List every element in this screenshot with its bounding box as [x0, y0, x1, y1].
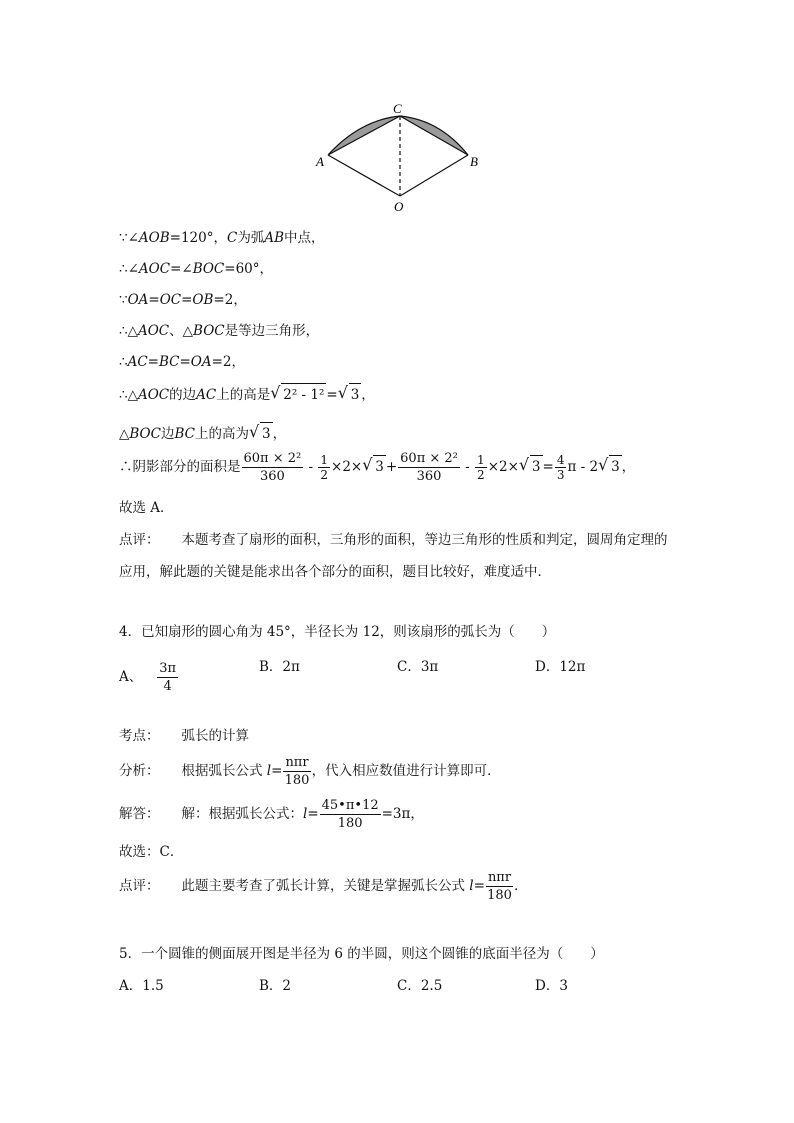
sqrt: √ 3	[598, 455, 620, 475]
q4-jieda: 解答： 解：根据弧长公式：l= $\frac{45•\pi•12}{180}$ =3π，	[119, 798, 424, 831]
sqrt-result: √ 3	[248, 422, 271, 442]
option-d: D．3	[535, 978, 568, 994]
option-b: B．2π	[259, 659, 300, 675]
fraction: $\frac{1}{2}$	[320, 453, 329, 482]
comment-3-line-2: 应用，解此题的关键是能求出各个部分的面积，题目比较好，难度适中．	[119, 564, 551, 580]
chord-ac	[328, 116, 400, 155]
radius-oa	[328, 155, 400, 196]
sqrt: √ 3	[362, 455, 384, 475]
option-a: A、 $\frac{3\pi}{4}$	[119, 661, 177, 694]
label-a: A	[316, 154, 324, 169]
sqrt-result: √ 3	[337, 383, 360, 403]
q4-pingping: 点评： 此题主要考查了弧长计算，关键是掌握弧长公式 l= $\frac{\text{nπr}}{180}$ ．	[119, 870, 528, 903]
solution-line-3: ∵OA=OC=OB=2，	[119, 292, 247, 308]
option-a: A．1.5	[119, 978, 164, 994]
radius-ob	[400, 155, 468, 196]
fraction: $\frac{\text{nπr}}{180}$	[284, 755, 310, 788]
q4-choose: 故选：C．	[119, 844, 184, 860]
solution-line-5: ∴AC=BC=OA=2，	[119, 354, 246, 370]
sqrt-expression: √ 2² - 1²	[270, 383, 325, 403]
comment-3-line-1: 点评： 本题考查了扇形的面积，三角形的面积，等边三角形的性质和判定，圆周角定理的	[119, 532, 668, 548]
question-4-stem: 4．已知扇形的圆心角为 45°，半径长为 12，则该扇形的弧长为（ ）	[119, 624, 556, 640]
fraction: $\frac{\text{60π × 2²}}{360}$	[400, 451, 458, 484]
question-5-stem: 5．一个圆锥的侧面展开图是半径为 6 的半圆，则这个圆锥的底面半径为（ ）	[119, 946, 604, 962]
solution-line-4: ∴△AOC、△BOC是等边三角形，	[119, 323, 320, 339]
option-d: D．12π	[535, 659, 586, 675]
option-c: C．2.5	[397, 978, 443, 994]
fraction: $\frac{1}{2}$	[477, 453, 485, 482]
solution-line-1: ∵∠AOB=120°，C为弧AB中点，	[119, 230, 325, 246]
fraction: $\frac{4}{3}$	[556, 453, 565, 482]
choose-answer-3: 故选 A．	[119, 500, 174, 516]
option-b: B．2	[259, 978, 292, 994]
solution-line-7: △BOC边BC上的高为 √ 3 ，	[119, 422, 287, 442]
q4-fenxi: 分析： 根据弧长公式 l= $\frac{\text{nπr}}{180}$ ，代入相应数值进行计算即可．	[119, 755, 501, 788]
chord-bc	[400, 116, 468, 155]
fraction: $\frac{\text{nπr}}{180}$	[487, 870, 512, 903]
label-o: O	[394, 199, 404, 214]
sqrt: √ 3	[518, 455, 541, 475]
option-c: C．3π	[397, 659, 439, 675]
q4-kaodian: 考点： 弧长的计算	[119, 728, 249, 744]
geometry-figure	[310, 98, 490, 216]
fraction: $\frac{\text{60π × 2²}}{360}$	[243, 451, 302, 484]
label-b: B	[470, 154, 478, 169]
solution-line-2: ∴∠AOC=∠BOC=60°，	[119, 261, 274, 277]
solution-line-8-area: ∴阴影部分的面积是 $\frac{\text{60π × 2²}}{360}$ - $\frac{1}{2}$ ×2× √ 3 + $\frac{\text{60π × 2²}}{360}$ - $\frac{1}{2}$ ×2× √ 3 = $\frac{4}{3}$ π - 2 √ 3 ，	[119, 451, 636, 484]
solution-line-6: ∴△AOC的边AC上的高是 √ 2² - 1² = √ 3 ，	[119, 383, 375, 403]
label-c: C	[393, 101, 402, 116]
fraction: $\frac{45•\pi•12}{180}$	[321, 798, 379, 831]
